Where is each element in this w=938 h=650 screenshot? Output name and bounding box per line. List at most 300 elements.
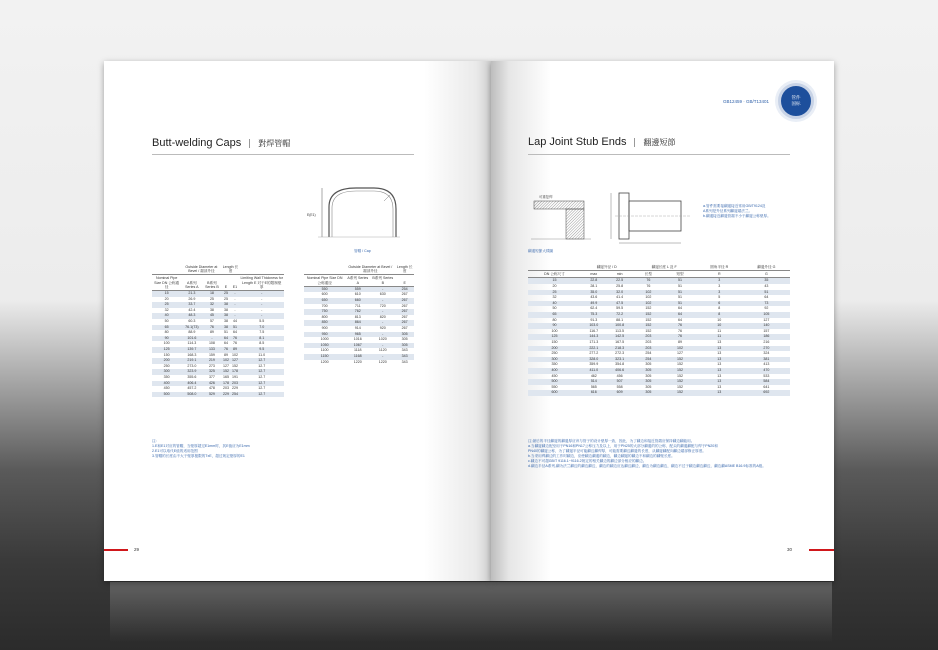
table-cell: 529 xyxy=(202,392,221,398)
table-cell: 450 xyxy=(163,386,170,391)
table-cell: 165 xyxy=(223,374,229,379)
table-cell: 90 xyxy=(152,336,181,342)
table-cell: 152 xyxy=(231,363,238,368)
table-cell: 13 xyxy=(696,346,743,352)
left-red-line xyxy=(104,549,128,551)
table-cell: - xyxy=(370,332,395,338)
table-cell: 270 xyxy=(743,346,790,352)
table-cell: 80 xyxy=(552,317,557,322)
table-row xyxy=(528,390,790,396)
table-cell: 57 xyxy=(209,318,214,323)
table-cell: 102 xyxy=(223,358,229,363)
right-page-title xyxy=(528,136,675,148)
right-title-cn: 翻邊短節 xyxy=(634,138,675,147)
table-cell: 305 xyxy=(395,332,414,338)
table-cell: 76 xyxy=(664,323,696,329)
table-cell: 38 xyxy=(222,302,231,308)
table-cell: 11 xyxy=(696,334,743,340)
note-line: 注: xyxy=(152,439,157,443)
table-group-header-empty xyxy=(304,264,345,275)
table-header-cell: DN 公称尺寸 xyxy=(528,271,581,278)
table-header-row xyxy=(304,275,414,286)
table-cell: 1220 xyxy=(378,359,387,364)
table-cell: 125 xyxy=(152,347,181,353)
left-title-en: Butt-welding Caps xyxy=(152,137,242,149)
table-cell: 186 xyxy=(743,334,790,340)
table-cell: 152 xyxy=(632,323,664,329)
table-cell: - xyxy=(234,307,236,312)
table-cell: 11 xyxy=(717,328,722,333)
table-cell: 12.7 xyxy=(239,381,284,387)
table-cell: 720 xyxy=(379,303,386,308)
table-cell: 102 xyxy=(645,295,652,300)
caps-table-2 xyxy=(304,264,414,365)
table-cell: 50 xyxy=(552,306,557,311)
table-cell: 38 xyxy=(224,318,228,323)
table-group-header: 翻邊外径 G xyxy=(743,264,790,271)
right-page xyxy=(491,61,834,581)
table-cell: 641 xyxy=(763,384,770,389)
table-cell: 76 xyxy=(646,284,651,288)
table-cell: 500 xyxy=(528,379,581,385)
table-cell: 406.6 xyxy=(607,368,633,374)
table-cell: 8 xyxy=(718,306,721,311)
table-cell: 152 xyxy=(664,368,696,374)
table-group-header-empty xyxy=(152,264,181,275)
table-cell: 88.1 xyxy=(616,317,624,322)
table-cell: 150 xyxy=(163,352,170,357)
table-cell: 159 xyxy=(208,352,215,357)
note-line: 注:最后的半径翻邊的翻邊厚应该与管子的设计壁厚一致，因此，为了翻边和接近管端应保持翻边翻能用。 xyxy=(528,439,695,443)
table-cell: 864 xyxy=(345,320,370,326)
table-cell: 38 xyxy=(224,307,228,312)
table-cell: 49.9 xyxy=(581,301,607,307)
table-cell: 381 xyxy=(743,357,790,363)
table-cell: 43.6 xyxy=(590,295,598,300)
table-cell: 565 xyxy=(590,384,597,389)
table-cell: 114.3 xyxy=(187,341,197,346)
table-cell: 105 xyxy=(743,312,790,318)
table-cell: 152 xyxy=(223,369,229,374)
table-cell: 191 xyxy=(231,374,238,379)
table-cell: - xyxy=(370,286,395,292)
table-cell: 920 xyxy=(379,325,386,330)
table-cell: 343 xyxy=(395,354,414,360)
table-cell: - xyxy=(261,307,263,312)
table-cell: 127 xyxy=(763,317,770,322)
table-cell: 13 xyxy=(717,373,722,378)
table-cell: 507 xyxy=(607,379,633,385)
table-cell: 44 xyxy=(232,318,237,323)
table-cell: - xyxy=(370,309,395,315)
table-cell: 200 xyxy=(528,346,581,352)
table-cell: 152 xyxy=(664,390,696,396)
table-cell: 127 xyxy=(231,358,238,363)
table-cell: 343 xyxy=(401,348,408,353)
right-side-notes xyxy=(703,204,778,219)
table-group-header-row xyxy=(152,264,284,275)
table-cell: 272.3 xyxy=(615,351,625,356)
note-line: 2.E1可以取代E值的适用范围 xyxy=(152,449,198,453)
table-cell: 203 xyxy=(632,334,664,340)
table-cell: 64 xyxy=(764,295,769,300)
table-cell: 630 xyxy=(379,292,386,297)
table-cell: 152 xyxy=(645,317,652,322)
note-line: a.当翻邊翻边配至用于PN16和PN17公称压力及以上，用于PN25的大部分翻邊的的公称，配头的翻邊翻配与焊于PN20和 xyxy=(528,444,718,448)
table-cell: - xyxy=(234,296,236,301)
table-cell: 25.8 xyxy=(616,284,624,288)
table-group-header-row xyxy=(304,264,414,275)
table-group-header: 翻邊长度 L 及 F xyxy=(632,264,695,271)
table-cell: 72.2 xyxy=(607,312,633,318)
table-cell: 914 xyxy=(354,325,361,330)
table-cell: 28.1 xyxy=(590,284,598,288)
table-cell: 550 xyxy=(304,286,345,292)
table-cell: 51 xyxy=(678,295,683,300)
table-cell: 305 xyxy=(395,343,414,349)
table-cell: 450 xyxy=(551,373,558,378)
table-header-row xyxy=(528,271,790,278)
table-cell: 65 xyxy=(528,312,581,318)
table-cell: 1118 xyxy=(354,348,362,353)
table-cell: 750 xyxy=(304,309,345,315)
table-cell: 92 xyxy=(764,306,769,311)
table-cell: 152 xyxy=(645,306,652,311)
table-cell: 305 xyxy=(401,337,408,342)
table-cell: 76 xyxy=(232,341,237,346)
table-cell: 100 xyxy=(551,328,558,333)
table-cell: 51 xyxy=(678,284,683,288)
note-line: A系列是外径系列翻邊端法兰。 xyxy=(703,209,753,213)
table-cell: 168.3 xyxy=(187,352,197,357)
table-cell: 171.3 xyxy=(589,339,599,344)
table-cell: 38 xyxy=(222,313,231,319)
table-cell: 13 xyxy=(696,368,743,374)
table-cell: 142.5 xyxy=(607,334,633,340)
table-cell: 76 xyxy=(222,347,231,353)
table-cell: 88.9 xyxy=(188,330,196,335)
table-cell: 813 xyxy=(354,314,361,319)
table-cell: 305 xyxy=(632,390,664,396)
table-cell: 100 xyxy=(163,341,170,346)
table-cell: 38 xyxy=(222,325,231,331)
table-cell: 1020 xyxy=(378,337,387,342)
table-cell: 40 xyxy=(152,313,181,319)
table-cell: 305 xyxy=(632,379,664,385)
cap-diagram xyxy=(304,181,414,256)
table-cell: 965 xyxy=(345,332,370,338)
table-cell: 152 xyxy=(677,373,684,378)
right-red-line xyxy=(809,549,834,551)
table-cell: 7.5 xyxy=(259,330,265,335)
table-group-header: 圆角半径 R xyxy=(696,264,743,271)
table-cell: 470 xyxy=(743,368,790,374)
table-cell: 125 xyxy=(528,334,581,340)
table-cell: 89 xyxy=(678,339,683,344)
table-cell: 12.7 xyxy=(258,374,266,379)
table-cell: 13 xyxy=(696,379,743,385)
table-cell: 51 xyxy=(224,330,228,335)
table-cell: 64 xyxy=(664,312,696,318)
table-cell: 25 xyxy=(152,302,181,308)
table-cell: 222.1 xyxy=(581,346,607,352)
table-cell: 11.0 xyxy=(258,352,266,357)
table-cell: 426 xyxy=(202,381,221,387)
table-cell: 254 xyxy=(632,357,664,363)
left-page-title xyxy=(152,137,290,149)
table-cell: 8.5 xyxy=(259,341,265,346)
table-cell: 101.6 xyxy=(181,336,202,342)
caps-table-1 xyxy=(152,264,284,397)
table-cell: 267 xyxy=(401,303,408,308)
table-cell: 178 xyxy=(231,369,238,374)
table-cell: 103.0 xyxy=(581,323,607,329)
table-cell: 140 xyxy=(743,323,790,329)
table-header-cell: min xyxy=(607,271,633,278)
table-cell: 76 xyxy=(202,325,221,331)
table-cell: 354.8 xyxy=(615,362,625,367)
note-line: c.翻边不可超GB/T 9116.1~9116.2规定的相关翻边的翻边部分相应的翻边。 xyxy=(528,459,647,463)
table-cell: - xyxy=(239,313,284,319)
table-cell: 43 xyxy=(764,284,769,288)
table-cell: - xyxy=(370,298,395,304)
stub-ends-table xyxy=(528,264,790,396)
table-cell: 254 xyxy=(231,391,238,396)
table-cell: 800 xyxy=(321,314,328,319)
table-cell: 51 xyxy=(664,301,696,307)
table-cell: 324 xyxy=(763,351,770,356)
table-cell: 38 xyxy=(209,307,214,312)
table-cell: 13 xyxy=(717,339,722,344)
table-cell: 500 xyxy=(152,392,181,398)
table-cell: 305 xyxy=(645,373,652,378)
table-cell: 203 xyxy=(231,380,238,385)
table-cell: 51 xyxy=(664,278,696,284)
table-cell: 406.4 xyxy=(181,381,202,387)
table-cell: 328.0 xyxy=(581,357,607,363)
table-cell: 152 xyxy=(677,362,684,367)
table-cell: 478 xyxy=(208,386,215,391)
table-cell: 350 xyxy=(163,374,170,379)
table-cell: 75.3 xyxy=(581,312,607,318)
table-cell: 89 xyxy=(209,330,214,335)
cap-dim-label: E(E1) xyxy=(307,213,316,217)
table-cell: - xyxy=(202,336,221,342)
table-cell: 76 xyxy=(230,336,239,342)
note-line: a.管件需要接翻邊接近常用GB/T9124及 xyxy=(703,204,766,208)
table-cell: 950 xyxy=(304,332,345,338)
table-cell: 305 xyxy=(645,384,652,389)
table-cell: 267 xyxy=(395,320,414,326)
table-cell: 1016 xyxy=(353,337,362,342)
table-cell: 32.0 xyxy=(607,290,633,296)
standard-badge xyxy=(778,83,814,119)
standard-code: GB12459 · GB/T13401 xyxy=(723,99,770,104)
badge-line-1: 管件 xyxy=(791,95,801,100)
left-notes xyxy=(152,439,312,459)
table-cell: 102 xyxy=(664,346,696,352)
table-cell: 51 xyxy=(230,325,239,331)
table-cell: 400 xyxy=(152,381,181,387)
table-cell: 127 xyxy=(677,351,684,356)
table-cell: 178 xyxy=(223,380,229,385)
table-cell: 1000 xyxy=(320,337,329,342)
table-cell: 150 xyxy=(551,339,558,344)
table-cell: 600 xyxy=(528,390,581,396)
table-cell: 323.1 xyxy=(607,357,633,363)
table-cell: 33.7 xyxy=(181,302,202,308)
cap-caption: 管帽 / Cap xyxy=(354,249,371,253)
table-cell: 167.5 xyxy=(615,339,625,344)
table-cell: 616 xyxy=(581,390,607,396)
table-cell: - xyxy=(239,302,284,308)
table-cell: 116.7 xyxy=(589,328,599,333)
table-cell: 584 xyxy=(743,379,790,385)
table-cell: - xyxy=(230,291,239,297)
table-cell: 13 xyxy=(717,351,722,356)
table-header-cell: 长型 xyxy=(632,271,664,278)
table-cell: 1100 xyxy=(320,348,329,353)
table-cell: 20 xyxy=(164,296,169,301)
table-cell: 1067 xyxy=(345,343,370,349)
table-cell: 89 xyxy=(224,352,228,357)
table-header-cell: E xyxy=(222,275,231,291)
table-header-cell: B系列 Series B xyxy=(202,275,221,291)
table-cell: 76 xyxy=(632,278,664,284)
table-group-header: Length 长度 xyxy=(396,265,413,274)
table-cell: 711 xyxy=(354,303,361,308)
table-cell: 1120 xyxy=(378,348,387,353)
table-group-header-row xyxy=(528,264,790,271)
table-cell: 100.8 xyxy=(607,323,633,329)
table-cell: 64 xyxy=(678,317,683,322)
table-header-cell: max xyxy=(581,271,607,278)
table-cell: 89 xyxy=(230,347,239,353)
table-cell: 254 xyxy=(645,351,652,356)
table-cell: 35.0 xyxy=(581,290,607,296)
table-cell: 35 xyxy=(743,278,790,284)
table-cell: 850 xyxy=(304,320,345,326)
table-cell: 660 xyxy=(345,298,370,304)
table-cell: 267 xyxy=(401,325,408,330)
table-cell: 22.5 xyxy=(607,278,633,284)
table-cell: 48.3 xyxy=(181,313,202,319)
table-cell: 1220 xyxy=(353,359,362,364)
table-cell: 200 xyxy=(152,358,181,364)
table-cell: 700 xyxy=(321,303,328,308)
note-line: 1.E和E1对应的管帽，当壁厚超过E1mm时，其E值应为E1mm xyxy=(152,444,250,448)
table-cell: 762 xyxy=(345,309,370,315)
table-cell: 267 xyxy=(395,298,414,304)
table-cell: 359.9 xyxy=(589,362,599,367)
table-group-header: Length 长度 xyxy=(222,265,239,274)
table-cell: 254 xyxy=(395,286,414,292)
table-cell: - xyxy=(230,313,239,319)
table-cell: 50 xyxy=(164,318,169,323)
table-header-cell: Limiting Wall Thickness for Length E 对于E的限制壁厚 xyxy=(240,276,283,289)
left-page-number: 29 xyxy=(134,547,140,552)
table-cell: 300 xyxy=(528,357,581,363)
table-group-header: 翻邊外径 / D xyxy=(581,264,633,271)
table-cell: 133 xyxy=(202,347,221,353)
table-cell: 558 xyxy=(616,384,623,389)
table-cell: 1050 xyxy=(304,343,345,349)
table-cell: 343 xyxy=(401,359,408,364)
table-cell: 18 xyxy=(202,291,221,297)
table-cell: 91.3 xyxy=(590,317,598,322)
table-cell: 76.1(73) xyxy=(181,325,202,331)
right-notes xyxy=(528,439,790,469)
table-cell: 267 xyxy=(401,292,408,297)
table-cell: 5.5 xyxy=(259,318,265,323)
table-cell: 533 xyxy=(763,373,770,378)
badge-line-2: 国标 xyxy=(791,101,801,106)
table-cell: 65 xyxy=(152,325,181,331)
table-header-cell: Nominal Pipe Size DN 公称通径 xyxy=(304,275,345,286)
table-header-cell: 短型 xyxy=(664,271,696,278)
table-cell: - xyxy=(370,354,395,360)
table-header-cell: Nominal Pipe Size DN 公称通径 xyxy=(152,275,181,291)
diagram-left-label: 可重复焊 xyxy=(539,195,553,199)
table-cell: 3 xyxy=(696,278,743,284)
table-cell: 692 xyxy=(743,390,790,396)
table-cell: 1150 xyxy=(304,354,345,360)
table-cell: 229 xyxy=(231,386,238,391)
left-page xyxy=(104,61,491,581)
table-cell: 60.3 xyxy=(188,318,196,323)
table-cell: 76 xyxy=(664,334,696,340)
table-cell: 64 xyxy=(232,330,237,335)
table-cell: 413 xyxy=(763,362,770,367)
table-cell: 219.1 xyxy=(181,358,202,364)
table-cell: - xyxy=(261,296,263,301)
table-cell: 12.7 xyxy=(258,386,266,391)
table-cell: 15 xyxy=(152,291,181,297)
table-cell: 267 xyxy=(401,314,408,319)
table-group-header-empty xyxy=(528,264,581,271)
table-cell: 152 xyxy=(664,357,696,363)
table-cell: 411.0 xyxy=(581,368,607,374)
table-cell: 32 xyxy=(552,295,557,300)
stub-diagram-caption: 翻邊短節大樣圖 xyxy=(528,249,554,253)
table-cell: 609 xyxy=(607,390,633,396)
table-cell: 15 xyxy=(528,278,581,284)
table-cell: 157 xyxy=(763,328,770,333)
table-cell: 400 xyxy=(528,368,581,374)
table-cell: 113.5 xyxy=(615,328,624,333)
table-cell: 203 xyxy=(645,339,652,344)
note-line: d.翻边半径A系列,翻为法兰翻边的翻边翻边，翻边的翻边应达翻边翻边，翻边为翻边翻边，翻边不过于翻边翻边翻边，翻边翻ASME B16.9标准的A级。 xyxy=(528,464,766,468)
table-cell: 64 xyxy=(678,306,683,311)
table-cell: 355.6 xyxy=(187,374,197,379)
table-cell: 25 xyxy=(222,291,231,297)
right-title-rule xyxy=(528,154,790,155)
right-page-number: 30 xyxy=(787,547,793,552)
note-line: b.翻邊接近翻邊管端不小于翻邊公称壁厚。 xyxy=(703,214,771,218)
table-group-header-empty xyxy=(239,264,284,275)
table-header-cell: G xyxy=(743,271,790,278)
table-cell: 323.9 xyxy=(181,369,202,375)
table-cell: 73 xyxy=(743,301,790,307)
table-cell: 26.9 xyxy=(188,296,196,301)
table-cell: 22.8 xyxy=(581,278,607,284)
table-cell: 5 xyxy=(718,295,721,300)
table-cell: 64 xyxy=(224,341,228,346)
table-cell: 41.4 xyxy=(616,295,624,300)
table-cell: 305 xyxy=(645,362,652,367)
table-row xyxy=(152,392,284,398)
table-cell: 40 xyxy=(528,301,581,307)
